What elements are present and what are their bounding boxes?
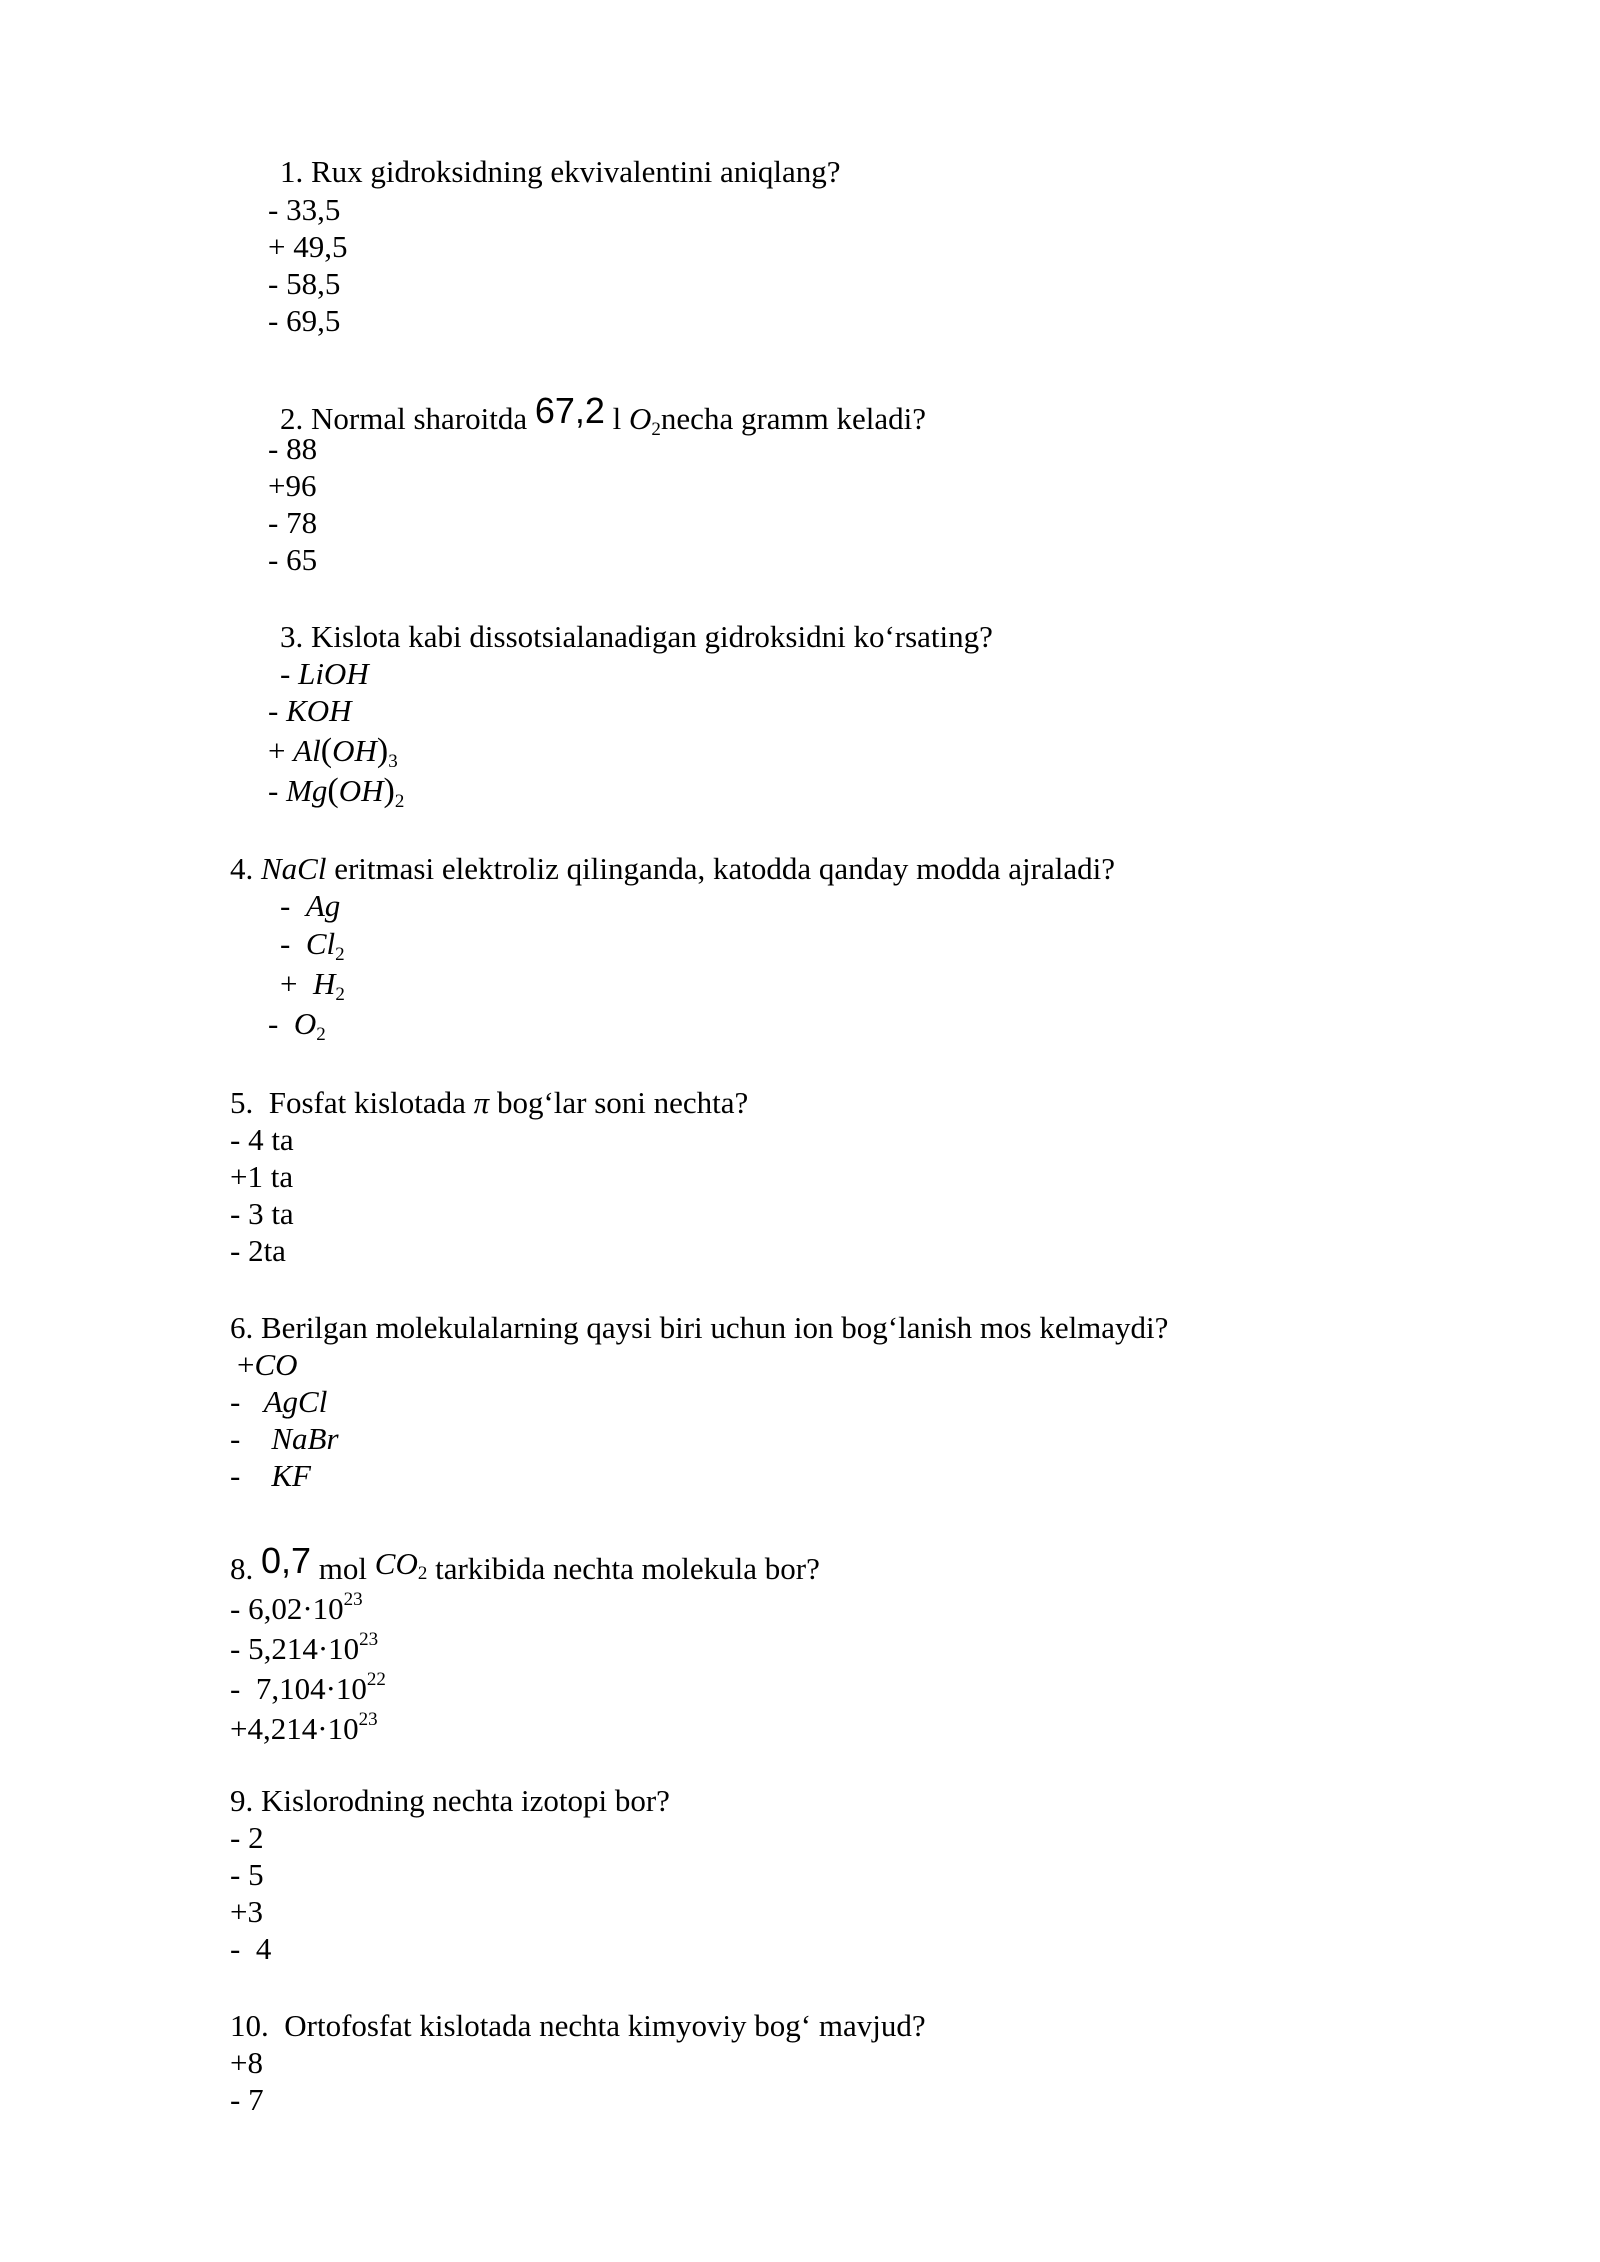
question-3-option-b: - KOH <box>268 693 352 728</box>
question-6-text: 6. Berilgan molekulalarning qaysi biri uchun ion bog‘lanish mos kelmaydi? <box>230 1310 1169 1345</box>
question-2-volume: 67,2 <box>534 390 605 431</box>
question-4-option-a: - Ag <box>280 888 341 923</box>
question-5-option-b: +1 ta <box>230 1159 294 1194</box>
question-6-option-b: - AgCl <box>230 1384 328 1419</box>
question-8-option-c: - $7,104\cdot 10^{22}$ <box>230 1669 386 1706</box>
question-1-text: 1. Rux gidroksidning ekvivalentini aniqlang? <box>280 154 841 189</box>
question-2-option-d: - 65 <box>268 542 318 577</box>
question-2-text <box>280 390 927 448</box>
question-1-option-d: - 69,5 <box>268 303 341 338</box>
question-8-option-b: - $5,214\cdot 10^{23}$ <box>230 1629 379 1666</box>
question-6-option-a: +CO <box>237 1347 298 1382</box>
question-4-text: 4. NaCl eritmasi elektroliz qilinganda, katodda qanday modda ajraladi? <box>230 851 1115 886</box>
question-2-option-b: +96 <box>268 468 317 503</box>
question-5-text: 5. Fosfat kislotada π bog‘lar soni nechta? <box>230 1085 749 1120</box>
question-10-text: 10. Ortofosfat kislotada nechta kimyoviy bog‘ mavjud? <box>230 2008 926 2043</box>
question-5-option-d: - 2ta <box>230 1233 286 1268</box>
question-4-option-b: - $Cl_2$ <box>280 926 345 965</box>
question-2-suffix: necha gramm keladi? <box>660 401 927 436</box>
question-2-formula: O <box>629 401 652 436</box>
pi-symbol: π <box>473 1085 490 1120</box>
question-8-option-a: - $6,02\cdot 10^{23}$ <box>230 1589 363 1626</box>
question-9-option-b: - 5 <box>230 1857 264 1892</box>
question-2-prefix: 2. Normal sharoitda <box>280 401 535 436</box>
question-1-option-b: + 49,5 <box>268 229 348 264</box>
question-3-option-c: + $Al(OH)_3$ <box>268 732 398 772</box>
question-5-option-a: - 4 ta <box>230 1122 294 1157</box>
question-8-text: 8. 0,7 mol CO2 tarkibida nechta molekula bor? <box>230 1540 820 1586</box>
question-5-option-c: - 3 ta <box>230 1196 294 1231</box>
question-2-option-c: - 78 <box>268 505 318 540</box>
question-1-option-a: - 33,5 <box>268 192 341 227</box>
question-9-text: 9. Kislorodning nechta izotopi bor? <box>230 1783 670 1818</box>
question-9-option-c: +3 <box>230 1894 263 1929</box>
question-10-option-b: - 7 <box>230 2082 264 2117</box>
question-9-option-a: - 2 <box>230 1820 264 1855</box>
question-1-option-c: - 58,5 <box>268 266 341 301</box>
question-6-option-c: - NaBr <box>230 1421 339 1456</box>
question-6-option-d: - KF <box>230 1458 311 1493</box>
question-8-option-d: $+4,214\cdot 10^{23}$ <box>230 1709 378 1746</box>
question-10-option-a: +8 <box>230 2045 263 2080</box>
question-2-option-a: - 88 <box>268 431 318 466</box>
question-9-option-d: - 4 <box>230 1931 272 1966</box>
question-4-option-d: - $O_2$ <box>268 1006 326 1045</box>
question-3-option-a: - LiOH <box>280 656 369 691</box>
question-2-unit: l <box>604 401 630 436</box>
question-3-text: 3. Kislota kabi dissotsialanadigan gidroksidni ko‘rsating? <box>280 619 993 654</box>
question-3-option-d: - $Mg(OH)_2$ <box>268 772 405 812</box>
question-2-formula-sub: 2 <box>651 419 661 440</box>
question-4-option-c: + $H_2$ <box>280 966 345 1005</box>
